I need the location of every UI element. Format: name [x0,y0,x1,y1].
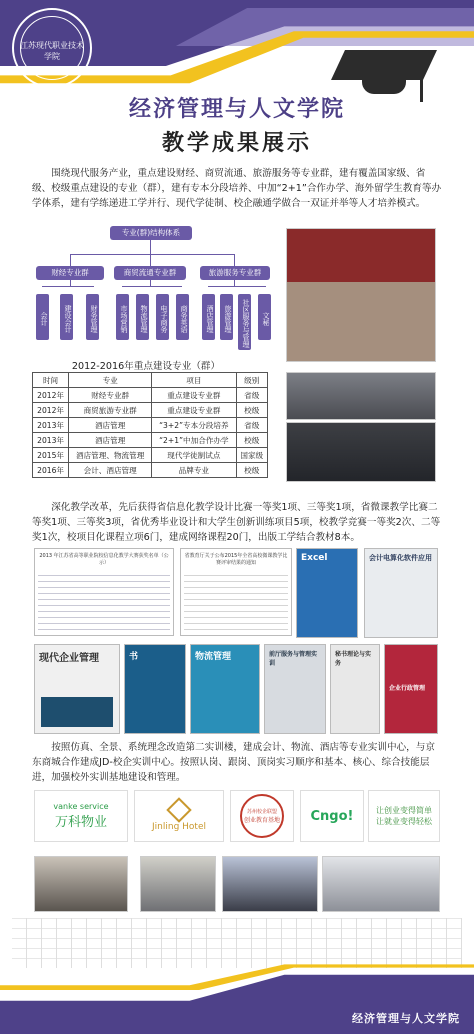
org-line [70,254,234,255]
table-header-row [33,373,268,388]
table-row [33,403,268,418]
lab-photo [222,856,318,912]
book-cover: 前厅服务与管理实训 [264,644,326,734]
table-cell: 校级 [236,403,267,418]
notice-lines [184,570,288,636]
training-center-photo [34,856,128,912]
computer-lab-photo [286,422,436,482]
table-cell: “3+2”专本分段培养 [152,418,236,433]
jinling-emblem-icon [166,797,191,822]
table-cell: 酒店管理、物流管理 [69,448,152,463]
award-list-rows [38,570,170,636]
footer-college-name: 经济管理与人文学院 [352,1012,460,1025]
book-cover: 秘书理论与实务 [330,644,380,734]
org-leaf: 商务英语 [176,294,189,340]
table-cell: 重点建设专业群 [152,388,236,403]
notice-document [180,548,292,636]
table-row [33,433,268,448]
graduation-cap-base [362,72,406,94]
book-cover: 书 [124,644,186,734]
book-cover: Excel [296,548,358,638]
table-cell: 现代学徒制试点 [152,448,236,463]
table-cell: 酒店管理 [69,433,152,448]
org-leaf: 财务管理 [86,294,99,340]
table-cell: “2+1”中加合作办学 [152,433,236,448]
org-leaf: 市场营销 [116,294,129,340]
table-cell: 国家级 [236,448,267,463]
org-line [150,280,151,286]
org-chart [34,224,274,354]
org-leaf: 文秘 [258,294,271,340]
org-group-tourism: 旅游服务专业群 [200,266,270,280]
key-majors-table [32,372,268,478]
table-cell: 2016年 [33,463,69,478]
org-leaf: 会计 [36,294,49,340]
org-group-finance: 财经专业群 [36,266,104,280]
education-base-seal: 苏州校企联盟 创业教育基地 [230,790,294,842]
book-cover: 会计电算化软件应用 [364,548,438,638]
award-ceremony-photo [286,228,436,362]
org-line [234,280,235,286]
org-group-commerce: 商贸流通专业群 [114,266,186,280]
org-line [70,254,71,266]
table-cell: 酒店管理 [69,418,152,433]
building-sketch [12,918,462,968]
table-cell: 省级 [236,388,267,403]
table-cell: 商贸旅游专业群 [69,403,152,418]
org-line [150,240,151,254]
book-cover: 现代企业管理 [34,644,120,734]
table-cell: 2015年 [33,448,69,463]
org-line [70,280,71,286]
table-cell: 重点建设专业群 [152,403,236,418]
table-title: 2012-2016年重点建设专业（群） [71,361,221,372]
org-line [42,286,94,287]
org-leaf: 社区服务与管理 [238,294,251,350]
classroom-photo [286,372,436,420]
org-leaf: 建设会计 [60,294,73,340]
org-line [234,254,235,266]
award-list-document [34,548,174,636]
building-photo [322,856,440,912]
table-header-cell: 级别 [236,373,267,388]
table-cell: 2012年 [33,403,69,418]
cngo-logo: Cngo! [300,790,364,842]
book-cover: 企业行政管理 [384,644,438,734]
org-line [208,286,266,287]
training-paragraph: 按照仿真、全景、系统理念改造第二实训楼，建成会计、物流、酒店等专业实训中心，与京东商城合作建成JD-校企实训中心。按照认岗、跟岗、顶岗实习顺序和基本、核心、综合技能层进，加强校外实训基地建设和管理。 [32,742,435,783]
org-line [122,286,182,287]
teaching-paragraph: 深化教学改革，先后获得省信息化教学设计比赛一等奖1项、三等奖1项，省微课教学比赛二等奖1项、三等奖3项，省优秀毕业设计和大学生创新训练项目5项，校教学竞赛一等奖2次、二等奖1次，校项目化课程立项6门，建成网络课程20门，出版工学结合教材8本。 [32,502,441,543]
logo-text: 江苏现代职业技术学院 [20,41,84,61]
jinling-hotel-logo: Jinling Hotel [134,790,224,842]
org-line [150,254,151,266]
slogan-logo: 让创业变得简单 让就业变得轻松 [368,790,440,842]
table-row [33,388,268,403]
org-root: 专业(群)结构体系 [110,226,192,240]
org-leaf: 酒店管理 [202,294,215,340]
table-cell: 2013年 [33,418,69,433]
vanke-logo: vanke service 万科物业 [34,790,128,842]
intro-paragraph: 围绕现代服务产业，重点建设财经、商贸流通、旅游服务等专业群，建有覆盖国家级、省级、校级重点建设的专业（群），建有专本分段培养、中加“2+1”合作办学、海外留学生教育等办学体系，建有学练递进工学并行、现代学徒制、校企融通学做合一双证并举等人才培养模式。 [32,168,442,209]
table-cell: 品牌专业 [152,463,236,478]
table-row [33,463,268,478]
org-leaf: 电子商务 [156,294,169,340]
table-header-cell: 时间 [33,373,69,388]
table-header-cell: 项目 [152,373,236,388]
notice-title: 省教育厅关于公布2015年全省高校微课教学比赛评审结果的通知 [184,553,288,566]
award-list-title: 2013 年江苏省高等职业院校信息化教学大赛获奖名单（公示） [39,553,169,566]
org-leaf: 物流管理 [136,294,149,340]
entrance-photo [140,856,216,912]
table-row [33,418,268,433]
table-cell: 省级 [236,418,267,433]
table-cell: 财经专业群 [69,388,152,403]
table-header-cell: 专业 [69,373,152,388]
table-cell: 校级 [236,463,267,478]
org-leaf: 旅游管理 [220,294,233,340]
table-cell: 2013年 [33,433,69,448]
book-cover: 物流管理 [190,644,260,734]
table-cell: 校级 [236,433,267,448]
page-title: 教学成果展示 [161,130,312,156]
table-cell: 会计、酒店管理 [69,463,152,478]
table-cell: 2012年 [33,388,69,403]
college-title: 经济管理与人文学院 [128,97,345,122]
table-row [33,448,268,463]
